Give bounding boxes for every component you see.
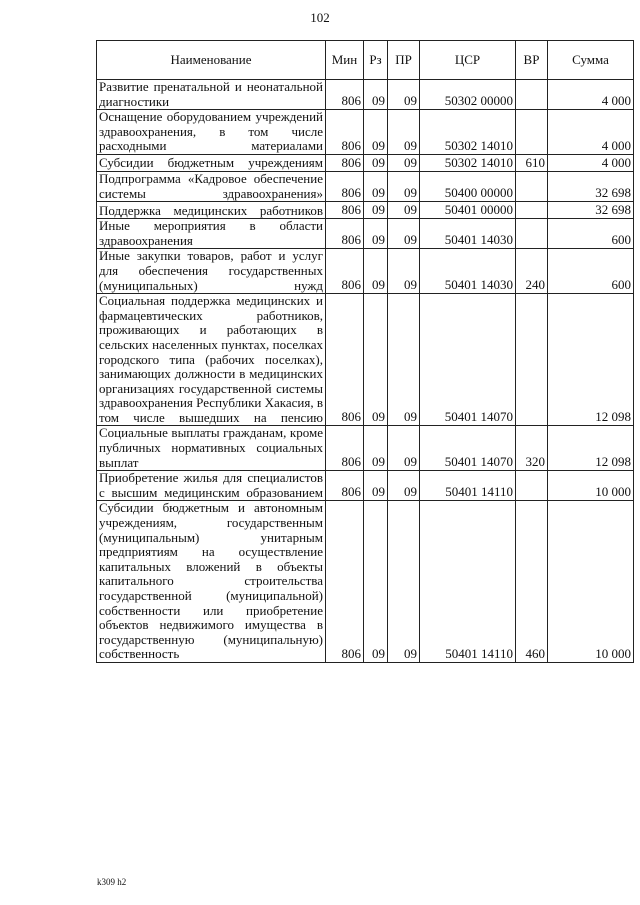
header-sum: Сумма	[548, 41, 634, 80]
table-row	[97, 249, 634, 294]
cell-min: 806	[326, 426, 364, 471]
header-name: Наименование	[97, 41, 326, 80]
footer-code: k309 h2	[97, 877, 127, 887]
cell-name: Подпрограмма «Кадровое обеспечение системы здравоохранения»	[97, 171, 326, 201]
cell-vr: 610	[516, 154, 548, 171]
header-csr: ЦСР	[420, 41, 516, 80]
cell-pr: 09	[388, 249, 420, 294]
cell-name: Субсидии бюджетным и автономным учреждениям, государственным (муниципальным) унитарным предприятиям на осуществление капитальных вложений в объекты капитального строительства государственной (муниципальной) собственности или приобретение объектов недвижимого имущества в государственную (муниципальную) собственность	[97, 501, 326, 663]
cell-csr: 50401 14030	[420, 249, 516, 294]
cell-csr: 50401 14110	[420, 471, 516, 501]
cell-name: Оснащение оборудованием учреждений здравоохранения, в том числе расходными материалами	[97, 110, 326, 155]
cell-sum: 600	[548, 249, 634, 294]
cell-rz: 09	[364, 249, 388, 294]
cell-min: 806	[326, 501, 364, 663]
cell-pr: 09	[388, 202, 420, 219]
cell-vr: 240	[516, 249, 548, 294]
cell-pr: 09	[388, 154, 420, 171]
cell-vr: 460	[516, 501, 548, 663]
cell-sum: 4 000	[548, 154, 634, 171]
table-row	[97, 426, 634, 471]
page-number: 102	[310, 10, 330, 25]
cell-sum: 10 000	[548, 471, 634, 501]
cell-sum: 12 098	[548, 426, 634, 471]
header-vr: ВР	[516, 41, 548, 80]
header-pr: ПР	[388, 41, 420, 80]
cell-rz: 09	[364, 501, 388, 663]
cell-rz: 09	[364, 426, 388, 471]
cell-min: 806	[326, 219, 364, 249]
cell-csr: 50401 00000	[420, 202, 516, 219]
header-rz: Рз	[364, 41, 388, 80]
cell-sum: 600	[548, 219, 634, 249]
cell-name: Социальные выплаты гражданам, кроме публичных нормативных социальных выплат	[97, 426, 326, 471]
cell-name: Приобретение жилья для специалистов с высшим медицинским образованием	[97, 471, 326, 501]
cell-name: Иные закупки товаров, работ и услуг для обеспечения государственных (муниципальных) нужд	[97, 249, 326, 294]
cell-vr	[516, 171, 548, 201]
table-row	[97, 80, 634, 110]
cell-sum: 4 000	[548, 80, 634, 110]
cell-pr: 09	[388, 294, 420, 426]
cell-pr: 09	[388, 171, 420, 201]
cell-vr	[516, 110, 548, 155]
cell-rz: 09	[364, 80, 388, 110]
table-row	[97, 471, 634, 501]
cell-csr: 50401 14030	[420, 219, 516, 249]
cell-rz: 09	[364, 171, 388, 201]
cell-vr	[516, 294, 548, 426]
cell-name: Поддержка медицинских работников	[97, 202, 326, 219]
cell-min: 806	[326, 80, 364, 110]
cell-name: Социальная поддержка медицинских и фармацевтических работников, проживающих и работающих в сельских населенных пунктах, поселках городского типа (рабочих поселках), занимающих должности в медицинских организациях государственной системы здравоохранения Республики Хакасия, в том числе вышедших на пенсию	[97, 294, 326, 426]
cell-vr	[516, 471, 548, 501]
cell-rz: 09	[364, 110, 388, 155]
table-row	[97, 219, 634, 249]
cell-sum: 10 000	[548, 501, 634, 663]
table-row	[97, 110, 634, 155]
cell-csr: 50400 00000	[420, 171, 516, 201]
table-row	[97, 154, 634, 171]
table-row	[97, 501, 634, 663]
cell-min: 806	[326, 110, 364, 155]
cell-min: 806	[326, 471, 364, 501]
cell-min: 806	[326, 154, 364, 171]
table-row	[97, 294, 634, 426]
cell-sum: 12 098	[548, 294, 634, 426]
cell-rz: 09	[364, 219, 388, 249]
header-row	[97, 41, 634, 80]
cell-sum: 32 698	[548, 171, 634, 201]
header-min: Мин	[326, 41, 364, 80]
cell-csr: 50302 00000	[420, 80, 516, 110]
cell-pr: 09	[388, 426, 420, 471]
cell-pr: 09	[388, 110, 420, 155]
cell-name: Субсидии бюджетным учреждениям	[97, 154, 326, 171]
cell-csr: 50401 14110	[420, 501, 516, 663]
cell-sum: 32 698	[548, 202, 634, 219]
cell-rz: 09	[364, 294, 388, 426]
cell-csr: 50302 14010	[420, 110, 516, 155]
table-body	[97, 80, 634, 663]
cell-csr: 50401 14070	[420, 294, 516, 426]
cell-rz: 09	[364, 154, 388, 171]
cell-pr: 09	[388, 219, 420, 249]
table-row	[97, 202, 634, 219]
cell-csr: 50401 14070	[420, 426, 516, 471]
cell-name: Развитие пренатальной и неонатальной диагностики	[97, 80, 326, 110]
cell-pr: 09	[388, 501, 420, 663]
cell-name: Иные мероприятия в области здравоохранения	[97, 219, 326, 249]
cell-min: 806	[326, 171, 364, 201]
cell-vr	[516, 202, 548, 219]
cell-pr: 09	[388, 471, 420, 501]
cell-min: 806	[326, 294, 364, 426]
cell-vr	[516, 219, 548, 249]
cell-rz: 09	[364, 471, 388, 501]
cell-sum: 4 000	[548, 110, 634, 155]
table-row	[97, 171, 634, 201]
cell-csr: 50302 14010	[420, 154, 516, 171]
cell-vr: 320	[516, 426, 548, 471]
cell-min: 806	[326, 249, 364, 294]
budget-table	[96, 40, 634, 663]
cell-pr: 09	[388, 80, 420, 110]
cell-vr	[516, 80, 548, 110]
cell-min: 806	[326, 202, 364, 219]
cell-rz: 09	[364, 202, 388, 219]
